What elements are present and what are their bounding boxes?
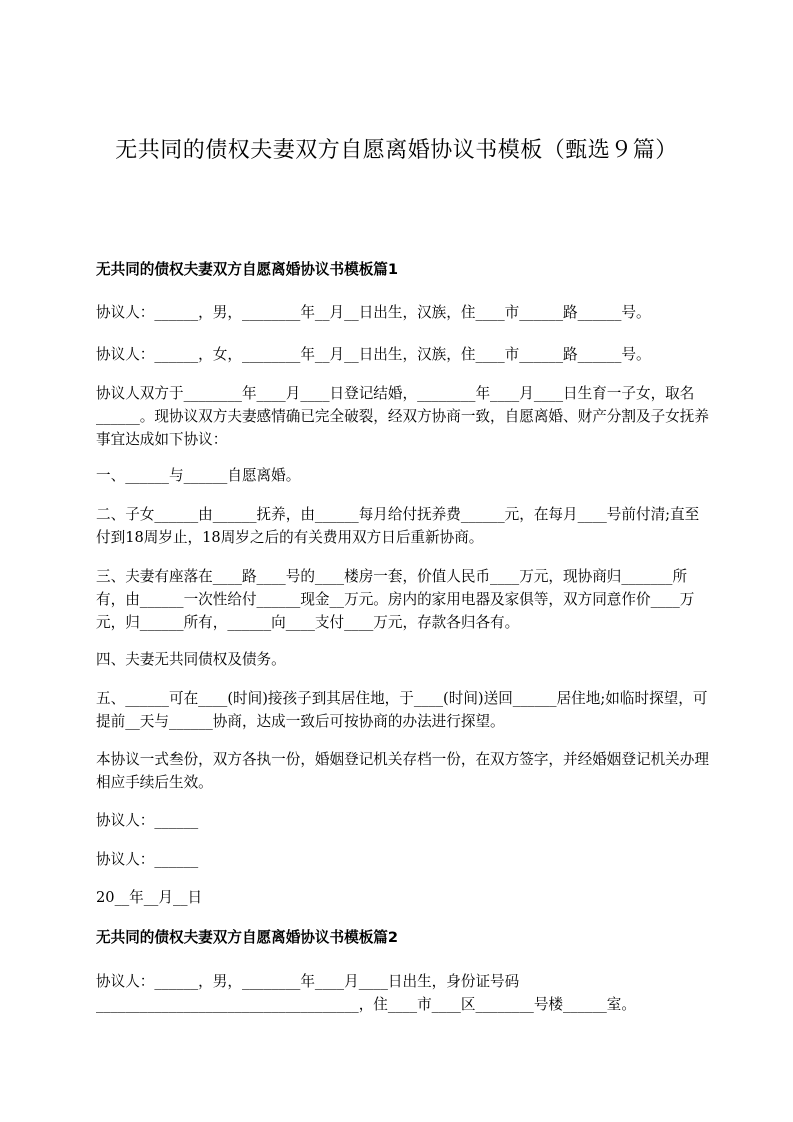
section-heading-2: 无共同的债权夫妻双方自愿离婚协议书模板篇2 xyxy=(96,929,399,946)
clause-5: 五、______可在____(时间)接孩子到其居住地，于____(时间)送回______居住地;如临时探望，可提前__天与______协商，达成一致后可按协商的办法进行探望。 xyxy=(96,690,708,730)
clause-1: 一、______与______自愿离婚。 xyxy=(96,467,301,484)
section-heading-1: 无共同的债权夫妻双方自愿离婚协议书模板篇1 xyxy=(96,261,399,278)
clause-4: 四、夫妻无共同债权及债务。 xyxy=(96,651,286,668)
clause-2: 二、子女______由______抚养，由______每月给付抚养费______元，在每月____号前付清;直至付到18周岁止，18周岁之后的有关费用双方日后重新协商。 xyxy=(96,506,700,546)
signature-line-2: 协议人：______ xyxy=(96,851,199,868)
clause-3: 三、夫妻有座落在____路____号的____楼房一套，价值人民币____万元，现协商归_______所有，由______一次性给付______现金__万元。房内的家用电器及家俱等，双方同意作价____万元，归______所有，______向____支付____万元，存款各归各有。 xyxy=(96,568,695,631)
date-line: 20__年__月__日 xyxy=(96,889,203,906)
signature-line-1: 协议人：______ xyxy=(96,812,199,829)
paragraph-effect: 本协议一式叁份，双方各执一份，婚姻登记机关存档一份，在双方签字，并经婚姻登记机关办理相应手续后生效。 xyxy=(96,751,709,791)
paragraph-party-male: 协议人：______，男，________年__月__日出生，汉族，住____市______路______号。 xyxy=(96,304,651,321)
paragraph-marriage-info: 协议人双方于________年____月____日登记结婚，________年____月____日生育一子女，取名______。现协议双方夫妻感情确已完全破裂，经双方协商一致，自愿离婚、财产分割及子女抚养事宜达成如下协议： xyxy=(96,385,709,448)
paragraph-section2-party: 协议人：______，男，________年____月____日出生，身份证号码____________________________________，住____市____区________号楼______室。 xyxy=(96,973,636,1013)
paragraph-party-female: 协议人：______，女，________年__月__日出生，汉族，住____市______路______号。 xyxy=(96,346,651,363)
document-title: 无共同的债权夫妻双方自愿离婚协议书模板（甄选９篇） xyxy=(115,138,678,163)
